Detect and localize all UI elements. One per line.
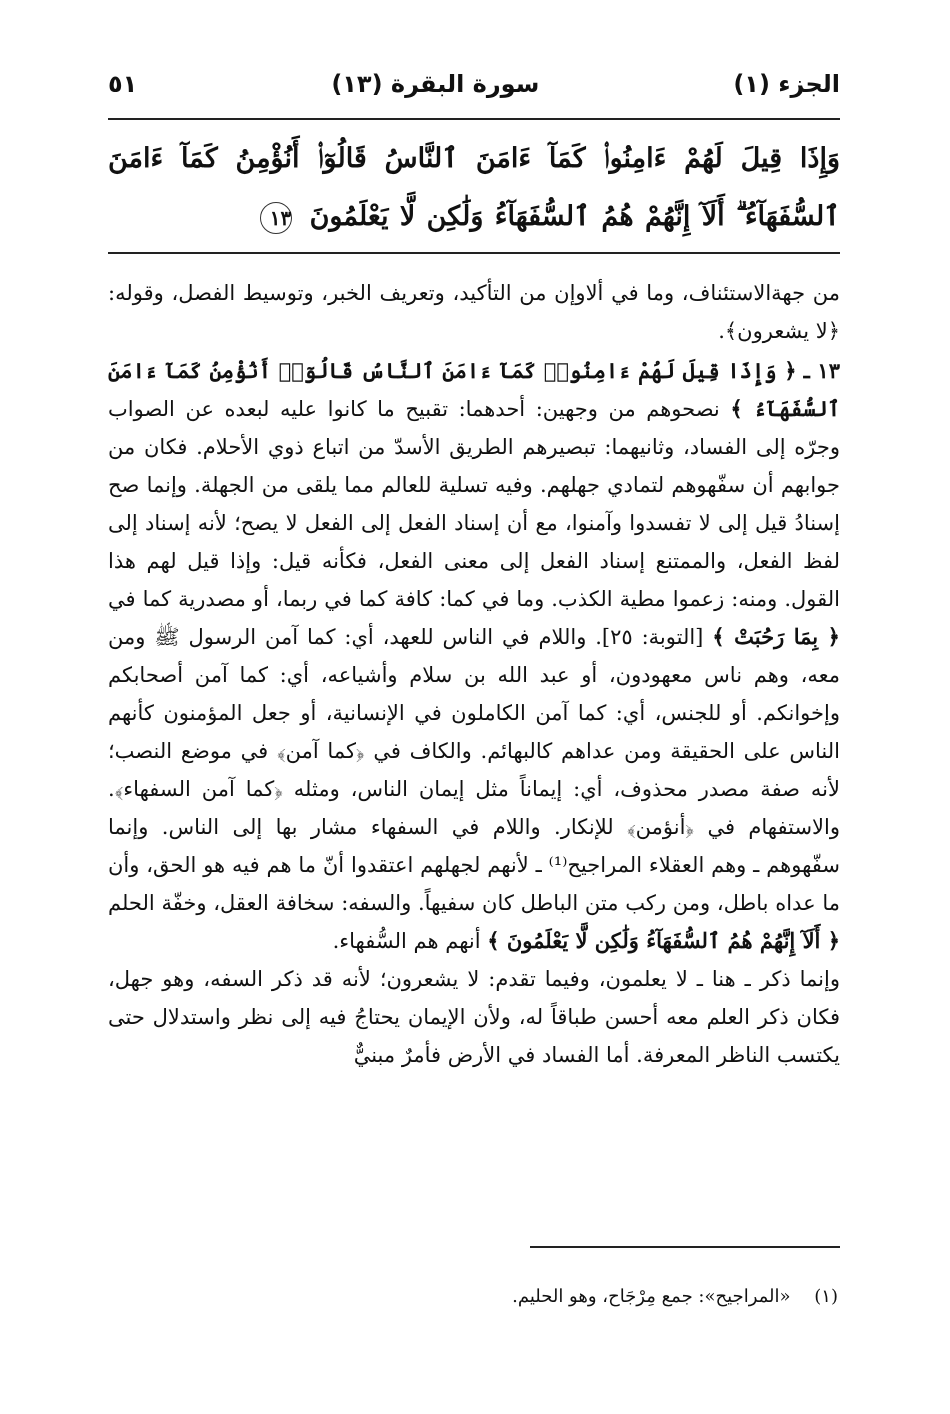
footnote bbox=[512, 1282, 838, 1312]
verse-ref-number: ١٣ ـ bbox=[803, 358, 840, 383]
quoted-verse-2: ﴿ بِمَا رَحُبَتْ ﴾ bbox=[712, 624, 840, 649]
footnote-text: «المراجيح»: جمع مِرْجَاح، وهو الحليم. bbox=[512, 1286, 791, 1307]
quoted-verse-3: ﴿ أَلَآ إِنَّهُمْ هُمُ ٱلسُّفَهَآءُ وَلَٰكِن لَّا يَعْلَمُونَ ﴾ bbox=[487, 928, 840, 953]
paragraph-2-text-3: أنهم هم السُّفهاء. bbox=[332, 929, 481, 953]
ayah-number-marker: ١٣ bbox=[260, 202, 292, 234]
paragraph-3: وإنما ذكر ـ هنا ـ لا يعلمون، وفيما تقدم: لا يشعرون؛ لأنه قد ذكر السفه، وهو جهل، فكان ذكر العلم معه أحسن طباقاً له، ولأن الإيمان يحتاجُ فيه إلى نظر واستدلال حتى يكتسب الناظر المعرفة. أما الفساد في الأرض فأمرٌ مبنيٌّ bbox=[108, 967, 840, 1067]
commentary-body bbox=[108, 274, 840, 1074]
quran-verse bbox=[108, 130, 840, 246]
footnote-divider bbox=[530, 1246, 840, 1248]
page-header bbox=[108, 70, 840, 118]
header-divider bbox=[108, 118, 840, 120]
quoted-verse: ﴿ وَإِذَا قِيلَ لَهُمْ ءَامِنُوا۟ كَمَآ ءَامَنَ ٱلنَّاسُ قَالُوٓا۟ أَنُؤْمِنُ كَمَآ ءَامَنَ ٱلسُّفَهَآءُ ﴾ bbox=[108, 358, 840, 421]
paragraph-2 bbox=[108, 352, 840, 960]
paragraph-2-text-2: [التوبة: ٢٥]. واللام في الناس للعهد، أي: كما آمن الرسول ﷺ ومن معه، وهم ناس معهودون، أو عبد الله بن سلام وأشياعه، أي: كما آمن أصحابكم وإخوانكم. أو للجنس، أي: كما آمن الكاملون في الإنسانية، أو جعل المؤمنون كأنهم الناس على الحقيقة ومن عداهم كالبهائم. والكاف في ﴿كما آمن﴾ في موضع النصب؛ لأنه صفة مصدر محذوف، أي: إيماناً مثل إيمان الناس، ومثله ﴿كما آمن السفهاء﴾. والاستفهام في ﴿أنؤمن﴾ للإنكار. واللام في السفهاء مشار بها إلى الناس. وإنما سفّهوهم ـ وهم العقلاء المراجيح⁽¹⁾ ـ لأنهم لجهلهم اعتقدوا أنّ ما هم فيه هو الحق، وأن ما عداه باطل، ومن ركب متن الباطل كان سفيهاً. والسفه: سخافة العقل، وخفّة الحلم bbox=[108, 625, 840, 915]
paragraph-1: من جهةالاستئناف، وما في ألاوإن من التأكيد، وتعريف الخبر، وتوسيط الفصل، وقوله: ﴿لا يشعرون﴾. bbox=[108, 281, 840, 343]
surah-label: سورة البقرة (١٣) bbox=[331, 70, 540, 98]
footnote-number: (١) bbox=[814, 1286, 838, 1307]
juz-label: الجزء (١) bbox=[733, 70, 840, 98]
book-page bbox=[108, 70, 840, 1074]
paragraph-2-text: نصحوهم من وجهين: أحدهما: تقبيح ما كانوا عليه لبعده عن الصواب وجرّه إلى الفساد، وثانيهما: تبصيرهم الطريق الأسدّ من اتباع ذوي الأحلام. فكان من جوابهم أن سفّهوهم لتمادي جهلهم. وفيه تسلية للعالم مما يلقى من الجهلة. وإنما صح إسنادُ قيل إلى لا تفسدوا وآمنوا، مع أن إسناد الفعل إلى الفعل لا يصح؛ لأنه إسناد إلى لفظ الفعل، والممتنع إسناد الفعل إلى معنى الفعل، فكأنه قيل: وإذا قيل لهم هذا القول. ومنه: زعموا مطية الكذب. وما في كما: كافة كما في ربما، أو مصدرية كما في bbox=[108, 397, 841, 611]
verse-text: وَإِذَا قِيلَ لَهُمْ ءَامِنُوا۟ كَمَآ ءَامَنَ ٱلنَّاسُ قَالُوٓا۟ أَنُؤْمِنُ كَمَآ ءَامَنَ ٱلسُّفَهَآءُ ۗ أَلَآ إِنَّهُمْ هُمُ ٱلسُّفَهَآءُ وَلَٰكِن لَّا يَعْلَمُونَ bbox=[108, 143, 840, 232]
page-number: ٥١ bbox=[108, 70, 138, 98]
verse-divider bbox=[108, 252, 840, 254]
